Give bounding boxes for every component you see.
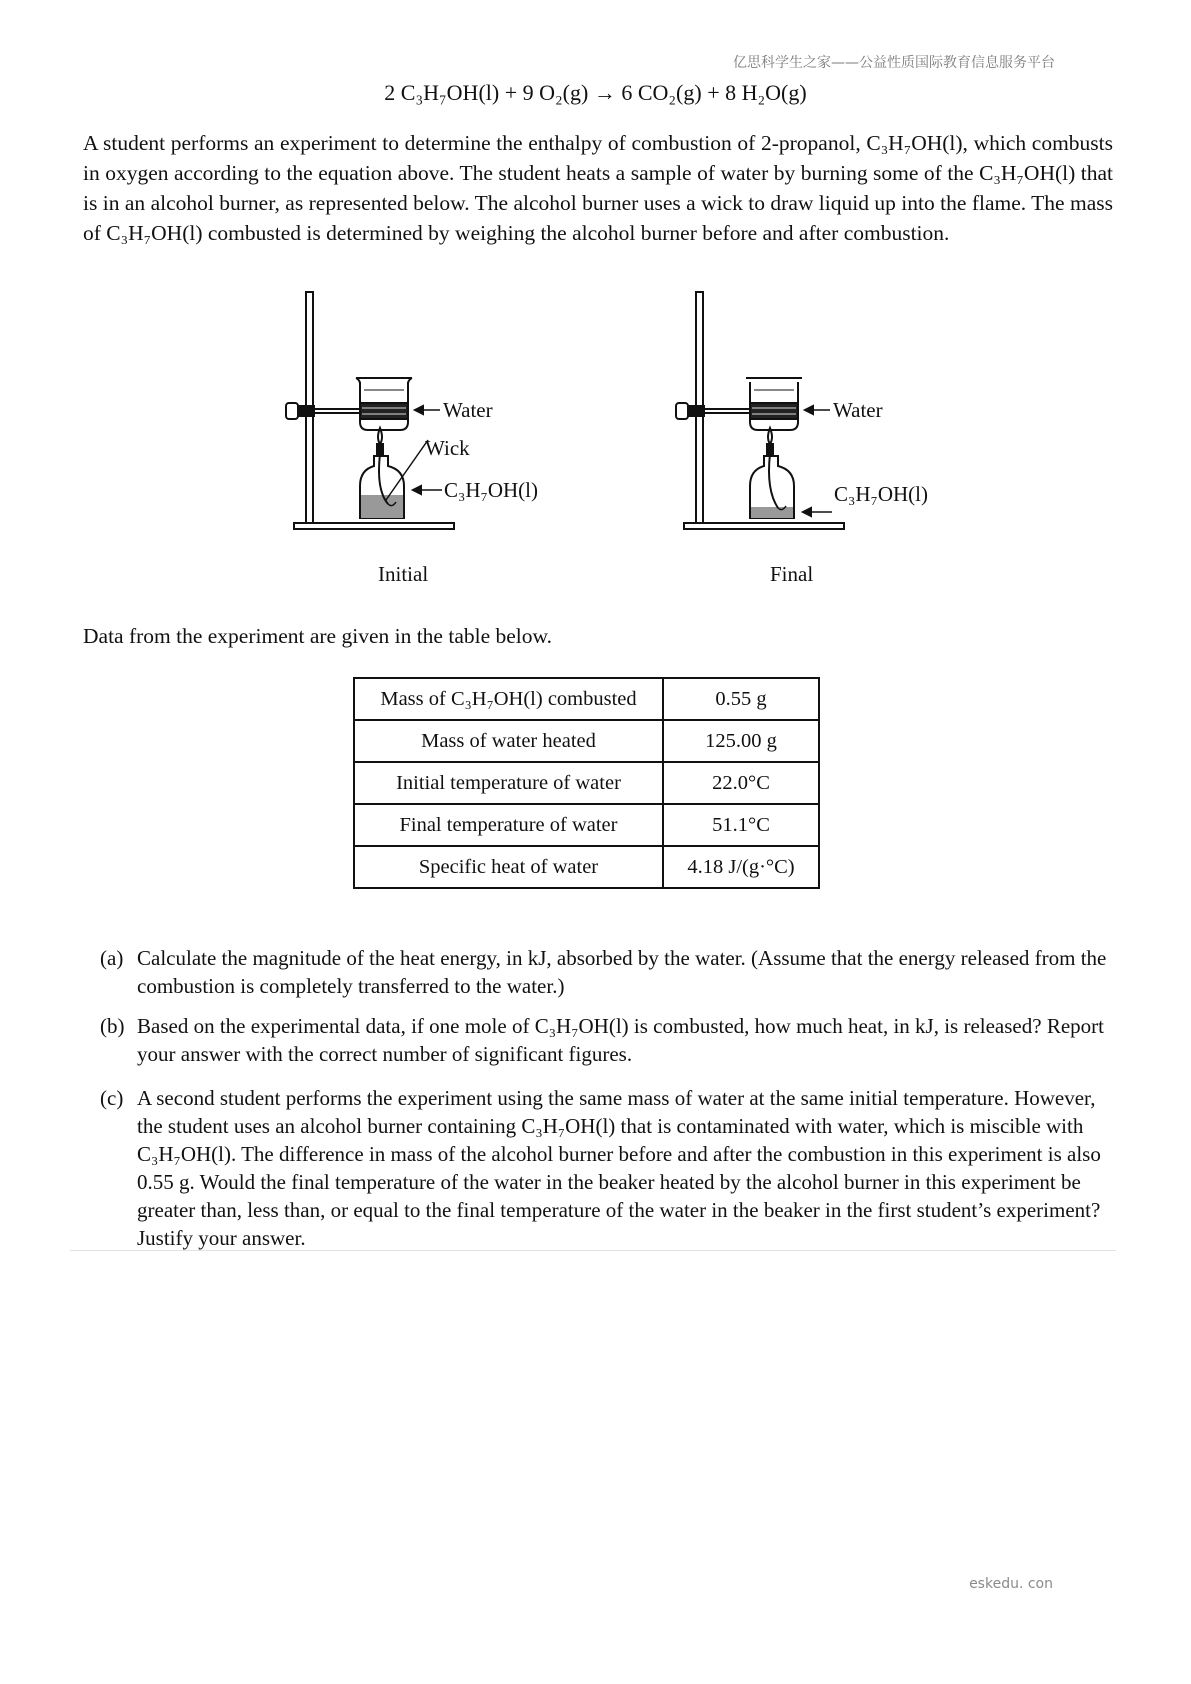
label-wick: Wick (425, 436, 470, 460)
label-alcohol-initial: C₃H₇OH(l) (444, 478, 538, 502)
intro-paragraph-text: A student performs an experiment to determine the enthalpy of combustion of 2-propanol, C₃H₇OH(l), which combusts in oxygen according to the equation above. The student heats a sample of water by burning some of the C₃H₇OH(l) that is in an alcohol burner, as represented below. The alcohol burner uses a wick to draw liquid up into the flame. The mass of C₃H₇OH(l) combusted is determined by weighing the alcohol burner before and after combustion. (83, 131, 1113, 245)
footer-divider (70, 1250, 1116, 1251)
question-text: Calculate the magnitude of the heat energy, in kJ, absorbed by the water. (Assume that the energy released from the combustion is completely transferred to the water.) (137, 946, 1107, 998)
question-c (100, 1084, 1110, 1252)
label-water-final: Water (833, 398, 883, 422)
table-cell-label: Mass of water heated (354, 720, 663, 762)
intro-paragraph (83, 128, 1113, 248)
table-row (354, 762, 819, 804)
table-cell-value: 51.1°C (663, 804, 819, 846)
caption-initial: Initial (378, 562, 429, 586)
question-text: Based on the experimental data, if one mole of C₃H₇OH(l) is combusted, how much heat, in kJ, is released? Report your answer with the correct number of significant figures. (137, 1014, 1104, 1066)
clamp-ring (360, 403, 408, 419)
table-cell-value: 125.00 g (663, 720, 819, 762)
table-row (354, 720, 819, 762)
table-cell-value: 0.55 g (663, 678, 819, 720)
apparatus-diagram (280, 290, 960, 545)
table-cell-label: Specific heat of water (354, 846, 663, 888)
question-letter: (a) (100, 946, 124, 970)
table-row (354, 846, 819, 888)
table-cell-value: 4.18 J/(g·°C) (663, 846, 819, 888)
table-cell-label: Initial temperature of water (354, 762, 663, 804)
final-apparatus (676, 292, 844, 529)
label-water-initial: Water (443, 398, 493, 422)
question-letter: (b) (100, 1014, 125, 1038)
clamp-screw (286, 403, 298, 419)
initial-apparatus (286, 292, 454, 529)
question-a (100, 944, 1110, 1000)
clamp-holder (298, 406, 314, 416)
question-letter: (c) (100, 1086, 124, 1110)
table-intro: Data from the experiment are given in the table below. (83, 624, 553, 648)
stand-base (294, 523, 454, 529)
caption-final: Final (770, 562, 814, 586)
header-site-name: 亿思科学生之家——公益性质国际教育信息服务平台 (733, 55, 1055, 71)
table-cell-label: Mass of C₃H₇OH(l) combusted (354, 678, 663, 720)
question-b (100, 1012, 1110, 1068)
table-cell-value: 22.0°C (663, 762, 819, 804)
table-row (354, 804, 819, 846)
reaction-equation: 2 C₃H₇OH(l) + 9 O₂(g) → 6 CO₂(g) + 8 H₂O(g) (384, 80, 807, 105)
table-row (354, 678, 819, 720)
question-text: A second student performs the experiment using the same mass of water at the same initial temperature. However, the student uses an alcohol burner containing C₃H₇OH(l) that is contaminated with water, which is miscible with C₃H₇OH(l). The difference in mass of the alcohol burner before and after the combustion in this experiment is also 0.55 g. Would the final temperature of the water in the beaker heated by the alcohol burner in this experiment be greater than, less than, or equal to the final temperature of the water in the beaker in the first student’s experiment? Justify your answer. (137, 1086, 1101, 1250)
label-alcohol-final: C₃H₇OH(l) (834, 482, 928, 506)
flame (378, 428, 382, 444)
table-cell-label: Final temperature of water (354, 804, 663, 846)
data-table (353, 677, 820, 889)
footer-site: eskedu. con (969, 1576, 1053, 1592)
